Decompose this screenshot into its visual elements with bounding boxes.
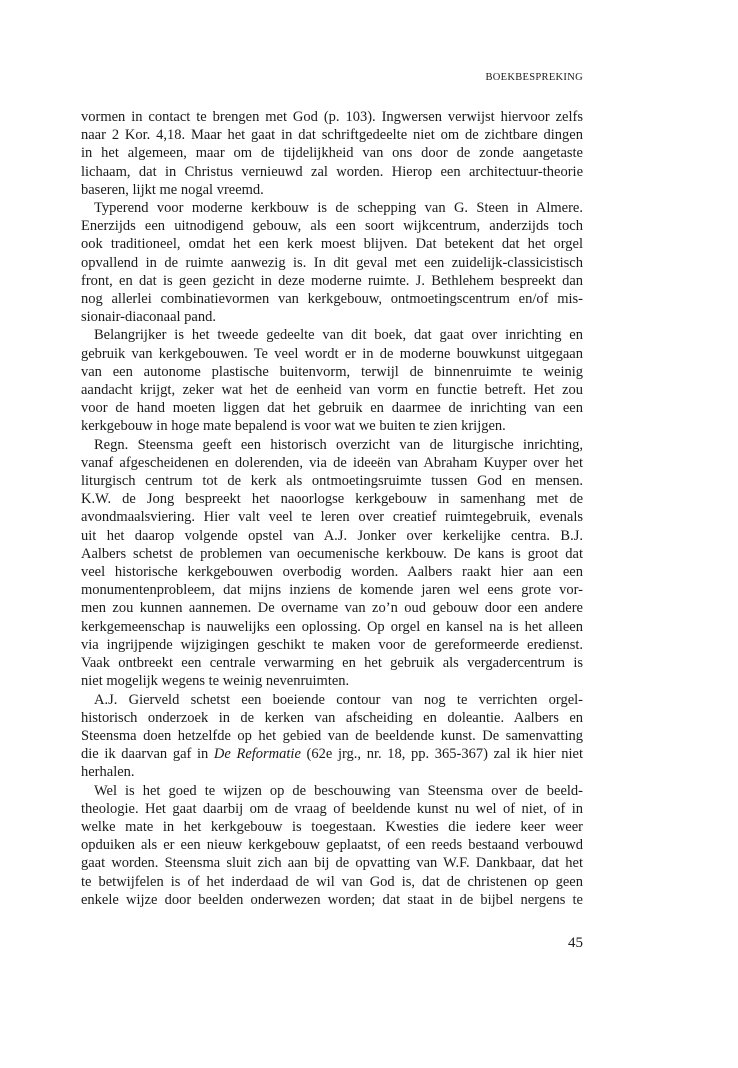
text-line: Steensma doen hetzelfde op het gebied van de beeldende kunst. De samenvatting [81,727,583,744]
text-line: voor de hand moeten liggen dat het gebruik en daarmee de inrichting van een [81,400,583,417]
text-line: Wel is het goed te wijzen op de beschouwing van Steensma over de beeld- [94,782,583,799]
text-line: welke mate in het kerkgebouw is toegestaan. Kwesties die iedere keer weer [81,818,583,835]
text-line: van een autonome plastische buitenvorm, terwijl de binnenruimte te weinig [81,363,583,380]
text-line: veel historische kerkgebouwen overbodig worden. Aalbers raakt hier aan een [81,564,583,581]
running-header: BOEKBESPREKING [485,72,583,83]
text-line: gaat worden. Steensma sluit zich aan bij de opvatting van W.F. Dankbaar, dat het [81,855,583,872]
text-line: nog allerlei combinatievormen van kerkgebouw, ontmoetingscentrum en/of mis- [81,291,583,308]
text-line: baseren, lijkt me nogal vreemd. [81,181,264,198]
text-line: Aalbers schetst de problemen van oecumenische kerkbouw. De kans is groot dat [81,545,583,562]
text-line: A.J. Gierveld schetst een boeiende contour van nog te verrichten orgel- [94,691,583,708]
italic-title: De Reformatie [213,746,301,763]
text-line: via ingrijpende wijzigingen geschikt te maken voor de gereformeerde eredienst. [81,636,583,653]
text-line: naar 2 Kor. 4,18. Maar het gaat in dat schriftgedeelte niet om de zichtbare dingen [81,127,583,144]
text-line: theologie. Het gaat daarbij om de vraag of beeldende kunst nu wel of niet, of in [81,800,583,817]
text-line: kerkgebouw in hoge mate bepalend is voor wat we buiten te zien krijgen. [81,418,506,435]
text-line [81,745,583,763]
body-text [81,108,583,909]
paragraph [81,326,583,435]
text-line: historisch onderzoek in de kerken van afscheiding en doleantie. Aalbers en [81,709,583,726]
text-line: herhalen. [81,764,135,781]
text-line: uit het daarop volgende opstel van A.J. Jonker over kerkelijke centra. B.J. [81,527,583,544]
text-line: gebruik van kerkgebouwen. Te veel wordt er in de moderne bouwkunst uitgegaan [81,345,583,362]
text-line: sionair-diaconaal pand. [81,309,216,326]
paragraph [81,108,583,199]
text-line: front, en dat is geen gezicht in deze moderne ruimte. J. Bethlehem bespreekt dan [81,272,583,289]
text-segment: (62e jrg., nr. 18, pp. 365-367) zal ik hier niet [300,746,583,763]
paragraph [81,782,583,909]
text-line: Belangrijker is het tweede gedeelte van dit boek, dat gaat over inrichting en [94,327,583,344]
text-segment: die ik daarvan gaf in [81,746,214,763]
text-line: enkele wijze door beelden onderwezen worden; dat staat in de bijbel nergens te [81,891,583,908]
text-line: liturgisch centrum tot de kerk als ontmoetingsruimte tussen God en mensen. [81,473,583,490]
text-line: opduiken als er een nieuw kerkgebouw geplaatst, of een reeds bestaand verbouwd [81,837,583,854]
paragraph [81,436,583,691]
paragraph [81,691,583,782]
page-number: 45 [568,935,583,951]
text-line: Vaak ontbreekt een centrale verwarming en het gebruik als vergadercentrum is [81,655,583,672]
text-line: vanaf afgescheidenen en dolerenden, via de ideeën van Abraham Kuyper over het [81,454,583,471]
paragraph [81,199,583,326]
text-line: niet mogelijk wegens te weinig nevenruimten. [81,673,350,690]
text-line: opvallend in de ruimte aanwezig is. In dit geval met een zuidelijk-classicistisch [81,254,583,271]
text-line: avondmaalsviering. Hier valt veel te leren over creatief ruimtegebruik, evenals [81,509,583,526]
text-line: lichaam, dat in Christus vernieuwd zal worden. Hierop een architectuur-theorie [81,163,583,180]
text-line: vormen in contact te brengen met God (p. 103). Ingwersen verwijst hiervoor zelfs [81,109,583,125]
text-line: Enerzijds een uitnodigend gebouw, als een soort wijkcentrum, anderzijds toch [81,218,583,235]
text-line: te betwijfelen is of het inderdaad de wil van God is, dat de christenen op geen [81,873,583,890]
text-line: kerkgemeenschap is nauwelijks een oplossing. Op orgel en kansel na is het alleen [81,618,583,635]
text-line: K.W. de Jong bespreekt het naoorlogse kerkgebouw in samenhang met de [81,491,583,508]
text-line: men zou kunnen aannemen. De overname van zo’n oud gebouw door een andere [81,600,583,617]
text-line: aandacht krijgt, zeker wat het de eenheid van vorm en functie betreft. Het zou [81,382,583,399]
text-line: Regn. Steensma geeft een historisch overzicht van de liturgische inrichting, [94,436,583,453]
text-line: ook traditioneel, omdat het een kerk moest blijven. Dat betekent dat het orgel [81,236,583,253]
text-line: monumentenprobleem, dat mijns inziens de komende jaren wel eens grote vor- [81,582,583,599]
text-line: Typerend voor moderne kerkbouw is de schepping van G. Steen in Almere. [94,200,583,217]
text-line: in het algemeen, maar om de tijdelijkheid van ons door de zonde aangetaste [81,145,583,162]
